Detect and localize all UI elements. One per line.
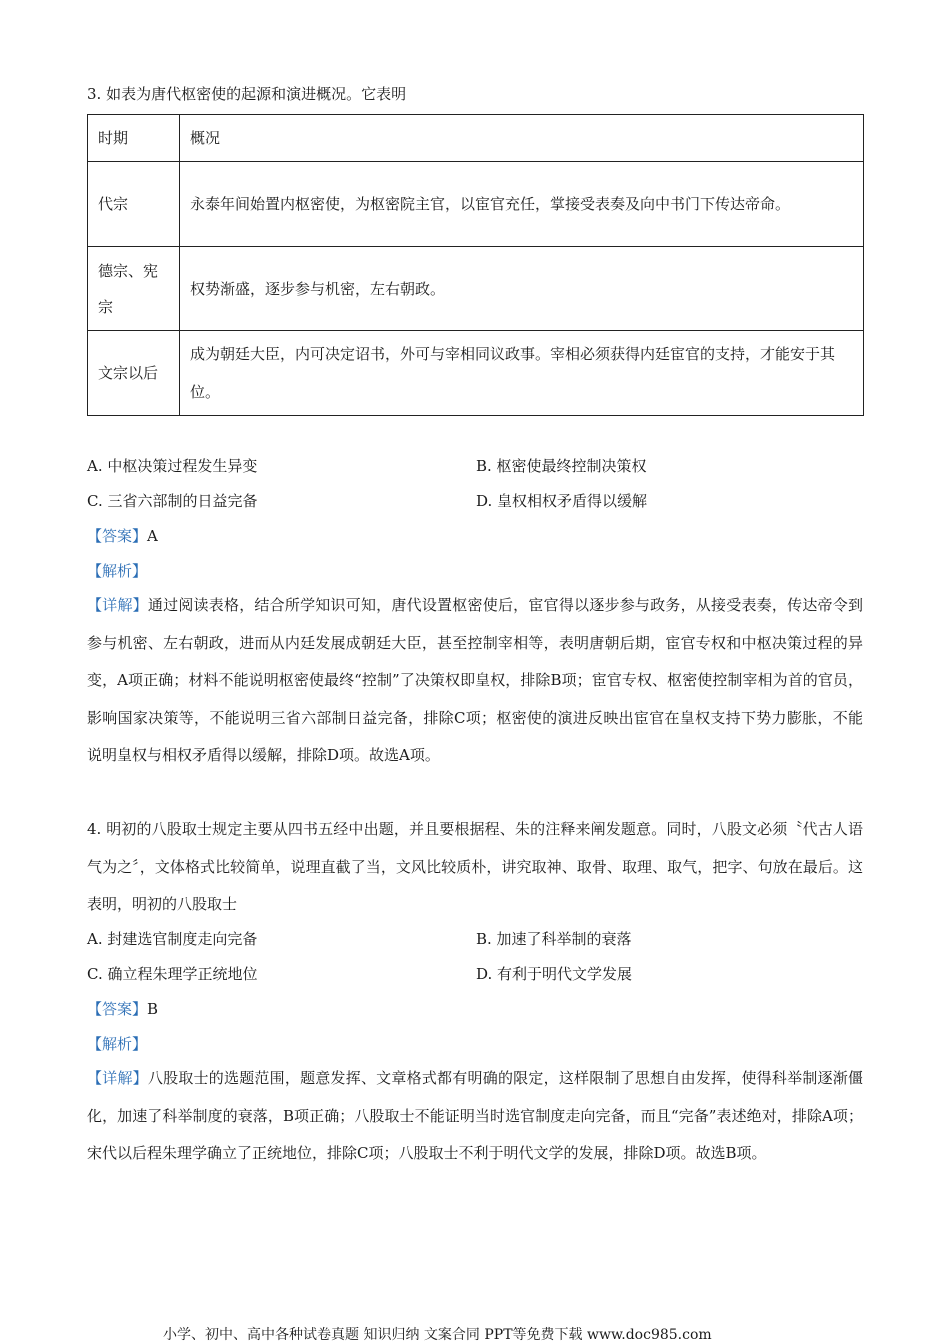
q4-analysis-tag: 【解析】	[87, 1035, 148, 1053]
row-desc: 权势渐盛，逐步参与机密，左右朝政。	[180, 247, 864, 331]
q3-option-c: C. 三省六部制的日益完备	[87, 492, 258, 510]
row-period: 代宗	[88, 162, 180, 247]
q3-option-b: B. 枢密使最终控制决策权	[476, 457, 647, 475]
q3-option-d: D. 皇权相权矛盾得以缓解	[476, 492, 648, 510]
detail-tag: 【详解】	[87, 1069, 148, 1087]
table-header-row	[88, 115, 864, 162]
header-period: 时期	[88, 115, 180, 162]
table-row	[88, 331, 864, 416]
page-footer: 小学、初中、高中各种试卷真题 知识归纳 文案合同 PPT等免费下载 www.doc985.com	[163, 1327, 712, 1343]
header-desc: 概况	[180, 115, 864, 162]
row-period: 德宗、宪宗	[88, 247, 180, 331]
answer-tag: 【答案】	[87, 1000, 148, 1018]
q4-option-d: D. 有利于明代文学发展	[476, 965, 633, 983]
q4-stem: 4. 明初的八股取士规定主要从四书五经中出题，并且要根据程、朱的注释来阐发题意。同时，八股文必须〝代古人语气为之〞，文体格式比较简单，说理直截了当，文风比较质朴，讲究取神、取骨、取理、取气，把字、句放在最后。这表明，明初的八股取士	[87, 820, 863, 913]
table-row	[88, 247, 864, 331]
answer-tag: 【答案】	[87, 527, 148, 545]
row-desc: 永泰年间始置内枢密使，为枢密院主官，以宦官充任，掌接受表奏及向中书门下传达帝命。	[180, 162, 864, 247]
q4-answer-line	[87, 998, 158, 1019]
q3-detail	[87, 587, 863, 775]
q3-answer-line	[87, 525, 158, 546]
q4-option-b: B. 加速了科举制的衰落	[476, 930, 632, 948]
q4-option-a: A. 封建选官制度走向完备	[87, 930, 258, 948]
answer-value: A	[147, 527, 158, 545]
q4-detail	[87, 1060, 863, 1173]
detail-text: 通过阅读表格，结合所学知识可知，唐代设置枢密使后，宦官得以逐步参与政务，从接受表奏，传达帝令到参与机密、左右朝政，进而从内廷发展成朝廷大臣，甚至控制宰相等，表明唐朝后期，宦官专权和中枢决策过程的异变，A项正确；材料不能说明枢密使最终“控制”了决策权即皇权，排除B项；宦官专权、枢密使控制宰相为首的官员，影响国家决策等，不能说明三省六部制日益完备，排除C项；枢密使的演进反映出宦官在皇权支持下势力膨胀，不能说明皇权与相权矛盾得以缓解，排除D项。故选A项。	[87, 596, 863, 764]
table-row	[88, 162, 864, 247]
answer-value: B	[147, 1000, 159, 1018]
q4-option-c: C. 确立程朱理学正统地位	[87, 965, 258, 983]
q3-option-a: A. 中枢决策过程发生异变	[87, 457, 258, 475]
q3-table	[87, 114, 864, 416]
row-period: 文宗以后	[88, 331, 180, 416]
detail-tag: 【详解】	[87, 596, 148, 614]
row-desc: 成为朝廷大臣，内可决定诏书，外可与宰相同议政事。宰相必须获得内廷宦官的支持，才能安于其位。	[180, 331, 864, 416]
detail-text: 八股取士的选题范围，题意发挥、文章格式都有明确的限定，这样限制了思想自由发挥，使得科举制逐渐僵化，加速了科举制度的衰落，B项正确；八股取士不能证明当时选官制度走向完备，而且“完备”表述绝对，排除A项；宋代以后程朱理学确立了正统地位，排除C项；八股取士不利于明代文学的发展，排除D项。故选B项。	[87, 1069, 863, 1162]
q3-stem: 3. 如表为唐代枢密使的起源和演进概况。它表明	[87, 85, 407, 103]
q3-analysis-tag: 【解析】	[87, 562, 148, 580]
